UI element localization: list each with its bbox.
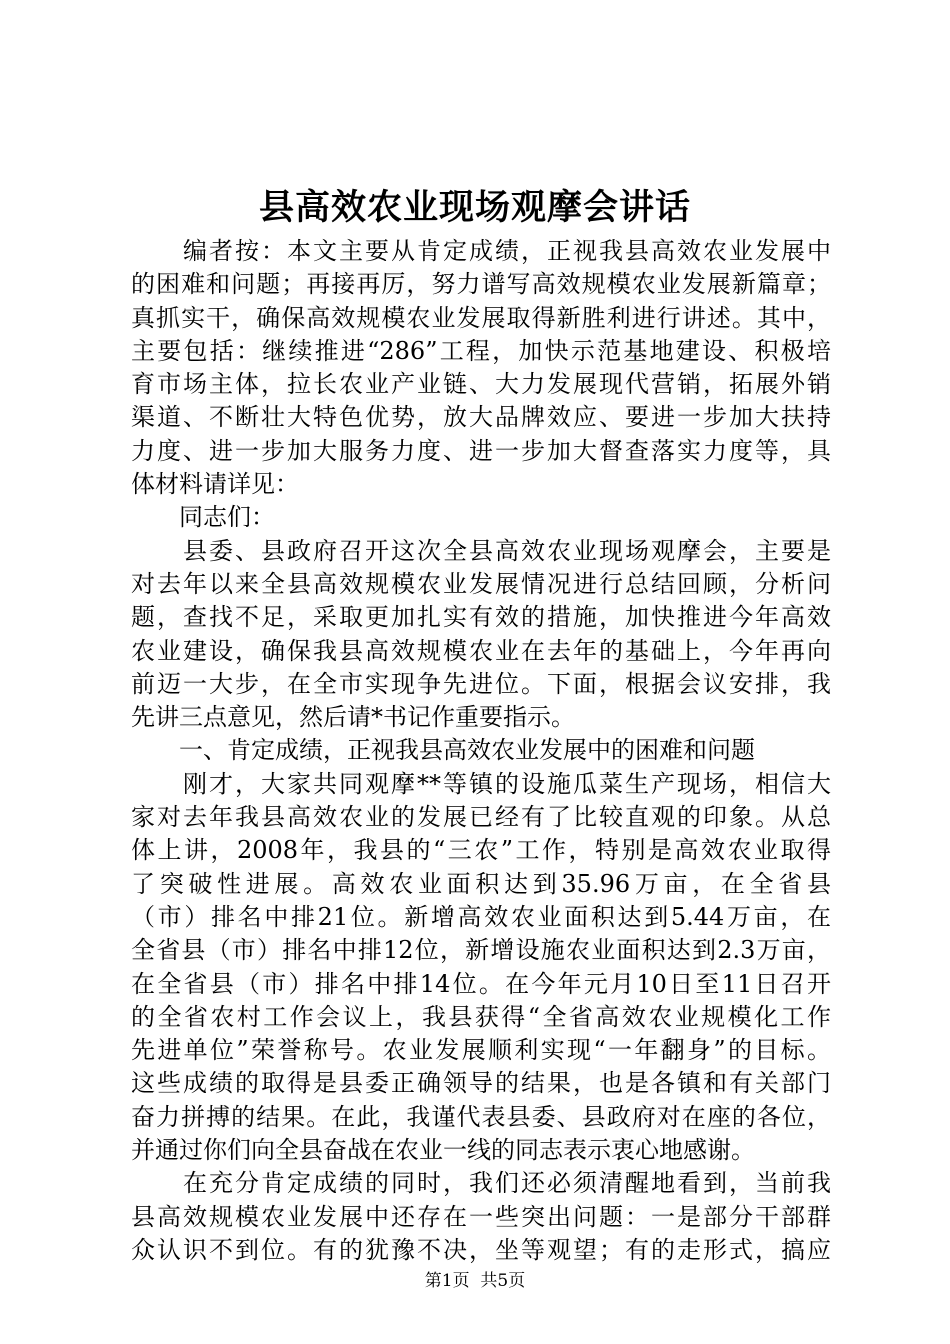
- body-line: 并通过你们向全县奋战在农业一线的同志表示衷心地感谢。: [131, 1136, 755, 1165]
- body-line: 同志们：: [131, 503, 275, 532]
- page-number: 第1页: [424, 1271, 470, 1291]
- body-line: 县高效规模农业发展中还存在一些突出问题：一是部分干部群: [131, 1202, 831, 1231]
- body-line: 先讲三点意见，然后请*书记作重要指示。: [131, 703, 575, 732]
- document-title: 县高效农业现场观摩会讲话: [258, 187, 691, 228]
- body-line: 编者按：本文主要从肯定成绩，正视我县高效农业发展中: [131, 237, 831, 265]
- body-line: 刚才，大家共同观摩**等镇的设施瓜菜生产现场，相信大: [131, 769, 831, 798]
- body-line: 了突破性进展。高效农业面积达到35.96万亩，在全省县: [131, 869, 831, 898]
- page-total: 共5页: [480, 1271, 526, 1291]
- body-line: 体材料请详见：: [131, 470, 299, 499]
- body-line: 先进单位”荣誉称号。农业发展顺利实现“一年翻身”的目标。: [131, 1036, 831, 1065]
- body-line: 在充分肯定成绩的同时，我们还必须清醒地看到，当前我: [131, 1169, 831, 1198]
- body-line: 在全省县（市）排名中排14位。在今年元月10日至11日召开: [131, 969, 831, 998]
- body-line: 真抓实干，确保高效规模农业发展取得新胜利进行讲述。其中，: [131, 303, 831, 332]
- body-line: 对去年以来全县高效规模农业发展情况进行总结回顾，分析问: [131, 569, 831, 598]
- page-footer: [0, 1270, 950, 1292]
- body-line: 全省县（市）排名中排12位，新增设施农业面积达到2.3万亩，: [131, 936, 831, 965]
- body-line: 的全省农村工作会议上，我县获得“全省高效农业规模化工作: [131, 1002, 831, 1031]
- document-body: [131, 235, 831, 1267]
- body-line: 一、肯定成绩，正视我县高效农业发展中的困难和问题: [131, 736, 755, 765]
- body-line: 育市场主体，拉长农业产业链、大力发展现代营销，拓展外销: [131, 370, 831, 399]
- body-line: 这些成绩的取得是县委正确领导的结果，也是各镇和有关部门: [131, 1069, 831, 1098]
- body-line: 主要包括：继续推进“286”工程，加快示范基地建设、积极培: [131, 336, 831, 365]
- body-line: 奋力拼搏的结果。在此，我谨代表县委、县政府对在座的各位，: [131, 1102, 831, 1131]
- body-line: 渠道、不断壮大特色优势，放大品牌效应、要进一步加大扶持: [131, 403, 831, 432]
- body-line: 题，查找不足，采取更加扎实有效的措施，加快推进今年高效: [131, 603, 831, 632]
- body-line: 的困难和问题；再接再厉，努力谱写高效规模农业发展新篇章；: [131, 270, 831, 299]
- body-line: 家对去年我县高效农业的发展已经有了比较直观的印象。从总: [131, 803, 831, 832]
- body-line: 体上讲，2008年，我县的“三农”工作，特别是高效农业取得: [131, 836, 831, 865]
- body-line: 县委、县政府召开这次全县高效农业现场观摩会，主要是: [131, 536, 831, 565]
- body-line: 力度、进一步加大服务力度、进一步加大督查落实力度等，具: [131, 436, 831, 465]
- body-line: （市）排名中排21位。新增高效农业面积达到5.44万亩，在: [131, 902, 831, 931]
- body-line: 众认识不到位。有的犹豫不决，坐等观望；有的走形式，搞应: [131, 1235, 831, 1264]
- body-line: 农业建设，确保我县高效规模农业在去年的基础上，今年再向: [131, 636, 831, 665]
- body-line: 前迈一大步，在全市实现争先进位。下面，根据会议安排，我: [131, 669, 831, 698]
